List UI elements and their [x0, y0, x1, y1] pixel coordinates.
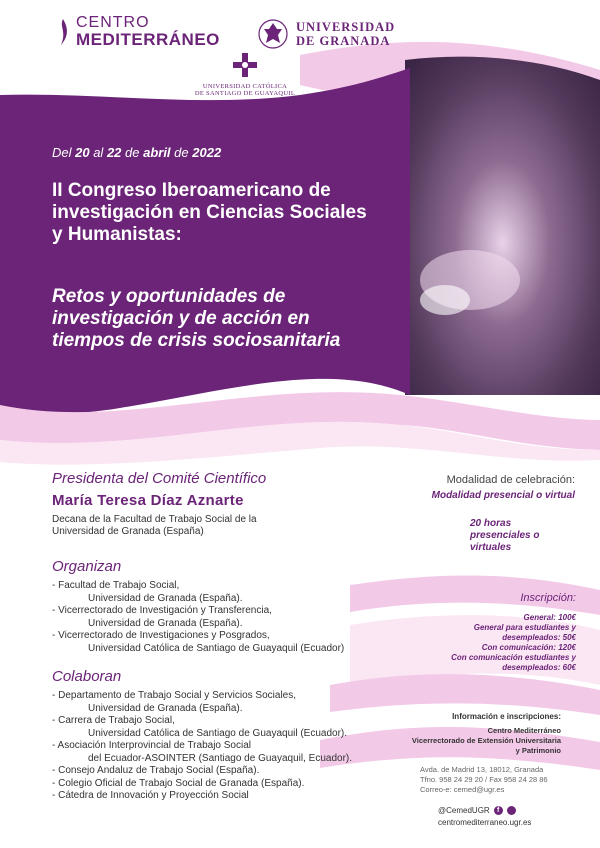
ugr-logo-line1: UNIVERSIDAD: [296, 20, 396, 34]
email-link[interactable]: Correo-e: cemed@ugr.es: [420, 785, 505, 794]
president-heading: Presidenta del Comité Científico: [52, 470, 267, 487]
colaboran-list: [52, 690, 382, 803]
ucsg-logo-line1: UNIVERSIDAD CATÓLICA: [202, 83, 288, 90]
event-dates: Del 20 al 22 de abril de 2022: [52, 145, 222, 160]
info-organizer: Centro Mediterráneo Vicerrectorado de Extensión Universitaria y Patrimonio: [411, 726, 561, 755]
colaboran-heading: Colaboran: [52, 668, 122, 685]
centro-logo-line2: MEDITERRÁNEO: [76, 30, 220, 49]
list-item: - Departamento de Trabajo Social y Servicios Sociales, Universidad de Granada (España).: [52, 690, 297, 714]
organizan-list: [52, 580, 372, 655]
list-item: - Vicerrectorado de Investigación y Transferencia, Universidad de Granada (España).: [52, 605, 272, 629]
centro-mediterraneo-logo: [56, 14, 220, 49]
address: Avda. de Madrid 13, 18012, Granada: [420, 765, 544, 774]
social-row: [438, 806, 516, 815]
storm-image: [405, 57, 600, 395]
inscripcion-prices: General: 100€ General para estudiantes y desempleados: 50€ Con comunicación: 120€ Con comunicación estudiantes y desempleados: 60€: [451, 613, 576, 672]
ucsg-logo: [190, 52, 300, 97]
social-handle[interactable]: @CemedUGR: [438, 806, 490, 815]
centro-logo-line1: CENTRO: [76, 14, 150, 31]
info-heading: Información e inscripciones:: [452, 712, 561, 721]
ugr-logo: [258, 17, 395, 51]
inscripcion-heading: Inscripción:: [520, 592, 576, 604]
list-item: - Vicerrectorado de Investigaciones y Posgrados, Universidad Católica de Santiago de Guayaquil (Ecuador): [52, 630, 345, 654]
phone: Tfno. 958 24 29 20 / Fax 958 24 28 86: [420, 775, 548, 784]
modalidad-label: Modalidad de celebración:: [446, 474, 575, 486]
hours-info: 20 horas presenciales o virtuales: [470, 518, 540, 553]
list-item: - Carrera de Trabajo Social, Universidad Católica de Santiago de Guayaquil (Ecuador).: [52, 715, 348, 739]
cross-emblem-icon: [232, 52, 258, 78]
storm-highlight: [420, 285, 470, 315]
list-item: - Consejo Andaluz de Trabajo Social (España).: [52, 765, 260, 776]
ugr-seal-icon: [258, 17, 288, 51]
modalidad-value: Modalidad presencial o virtual: [431, 490, 575, 501]
ucsg-logo-line2: DE SANTIAGO DE GUAYAQUIL: [194, 90, 296, 97]
facebook-icon[interactable]: f: [494, 806, 503, 815]
list-item: - Facultad de Trabajo Social, Universidad de Granada (España).: [52, 580, 243, 604]
organizan-heading: Organizan: [52, 558, 122, 575]
president-description: Decana de la Facultad de Trabajo Social de la Universidad de Granada (España): [52, 514, 257, 537]
president-name: María Teresa Díaz Aznarte: [52, 492, 244, 509]
flame-icon: [56, 17, 70, 47]
twitter-icon[interactable]: [507, 806, 516, 815]
ugr-logo-line2: DE GRANADA: [296, 34, 391, 48]
list-item: - Cátedra de Innovación y Proyección Social: [52, 790, 249, 801]
congress-title: II Congreso Iberoamericano de investigación en Ciencias Sociales y Humanistas:: [52, 180, 367, 245]
contact-info: [420, 765, 580, 795]
website-link[interactable]: centromediterraneo.ugr.es: [438, 818, 532, 827]
congress-subtitle: Retos y oportunidades de investigación y de acción en tiempos de crisis sociosanitaria: [52, 286, 341, 351]
list-item: - Asociación Interprovincial de Trabajo Social del Ecuador-ASOINTER (Santiago de Guayaquil, Ecuador).: [52, 740, 353, 764]
list-item: - Colegio Oficial de Trabajo Social de Granada (España).: [52, 777, 305, 789]
